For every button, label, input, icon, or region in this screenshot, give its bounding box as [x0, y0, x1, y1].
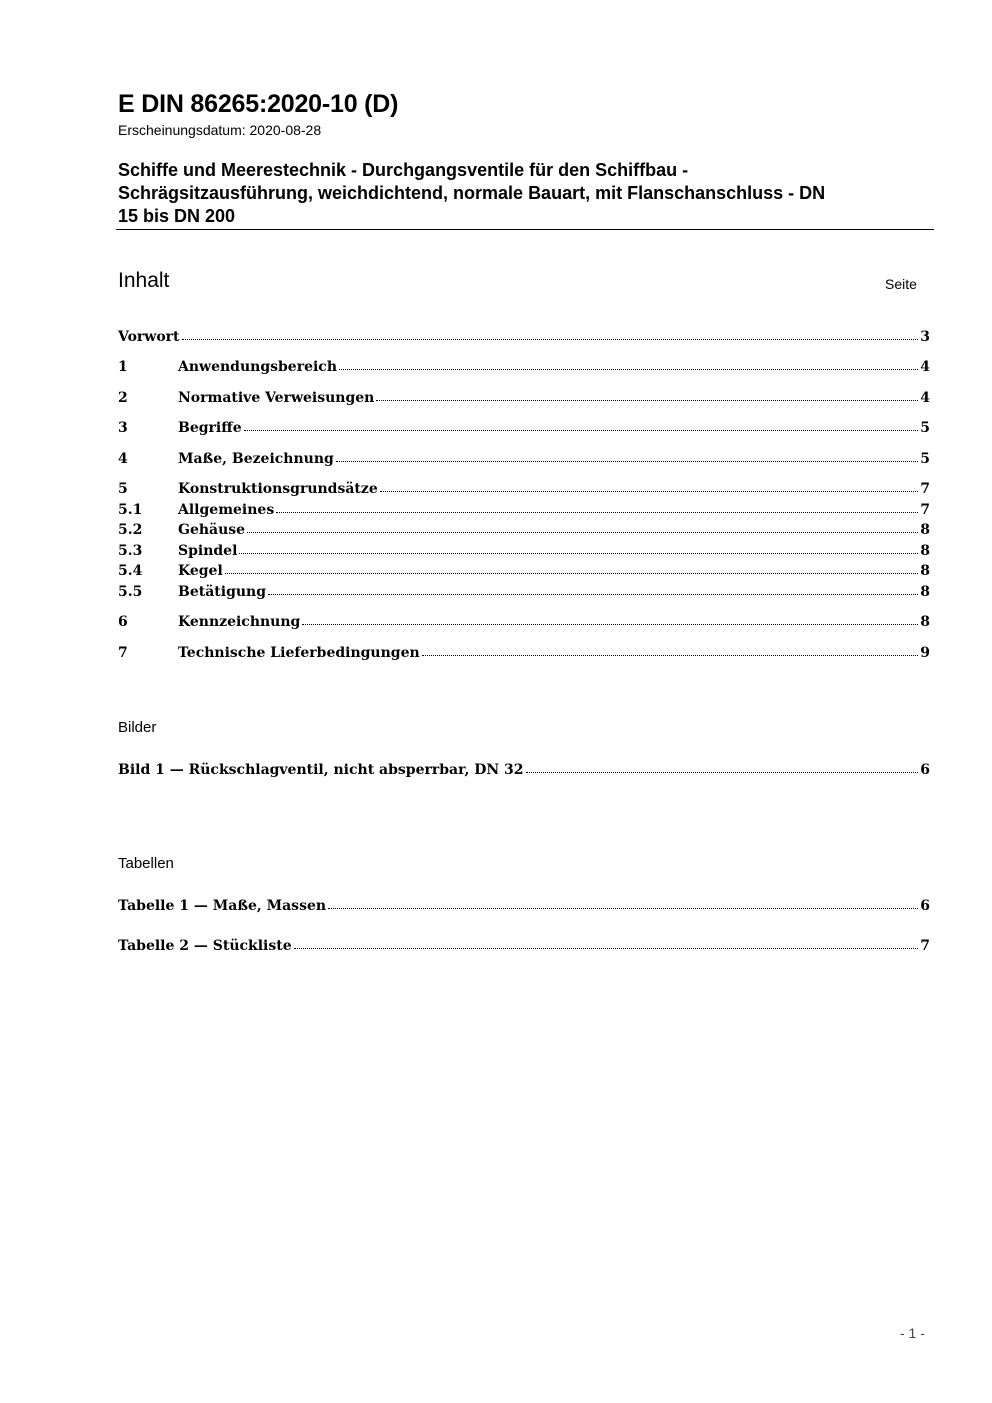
toc-entry-2[interactable] — [118, 386, 930, 406]
toc-entry-number: 7 — [118, 645, 128, 661]
figure-entry-label: Bild 1 — Rückschlagventil, nicht absperrbar, DN 32 — [118, 762, 524, 778]
toc-entry-7[interactable] — [118, 641, 930, 661]
toc-entry-label: Kegel — [178, 563, 223, 579]
toc-entry-page: 8 — [920, 563, 930, 579]
toc-entry-page: 9 — [920, 645, 930, 661]
subtitle-line: Schiffe und Meerestechnik - Durchgangsventile für den Schiffbau - — [118, 160, 689, 180]
toc-entry-page: 8 — [920, 614, 930, 630]
toc-entry-number: 5.1 — [118, 502, 143, 518]
toc-entry-label: Technische Lieferbedingungen — [178, 645, 420, 661]
toc-page-column-label: Seite — [885, 276, 917, 292]
toc-entry-label: Begriffe — [178, 420, 242, 436]
toc-entry-5[interactable] — [118, 477, 930, 497]
dot-leader — [302, 624, 918, 625]
figure-entry-1[interactable] — [118, 758, 930, 778]
dot-leader — [239, 553, 918, 554]
toc-entry-5-2[interactable] — [118, 518, 930, 538]
toc-entry-page: 5 — [920, 451, 930, 467]
toc-entry-page: 7 — [920, 481, 930, 497]
dot-leader — [376, 400, 918, 401]
figure-entry-page: 6 — [920, 762, 930, 778]
toc-entry-label: Allgemeines — [178, 502, 275, 518]
publication-date: Erscheinungsdatum: 2020-08-28 — [118, 122, 322, 138]
toc-entry-number: 5.2 — [118, 522, 143, 538]
tables-heading: Tabellen — [118, 855, 174, 872]
toc-entry-label: Vorwort — [118, 329, 180, 345]
toc-entry-number: 5 — [118, 481, 128, 497]
dot-leader — [182, 339, 919, 340]
toc-entry-label: Gehäuse — [178, 522, 246, 538]
toc-entry-number: 6 — [118, 614, 128, 630]
dot-leader — [294, 948, 919, 949]
toc-entry-number: 3 — [118, 420, 128, 436]
toc-entry-page: 4 — [920, 390, 930, 406]
figures-heading: Bilder — [118, 719, 157, 736]
table-entry-label: Tabelle 2 — Stückliste — [118, 938, 292, 954]
toc-entry-label: Anwendungsbereich — [178, 359, 337, 375]
title-divider — [116, 229, 934, 230]
toc-entry-label: Konstruktionsgrundsätze — [178, 481, 378, 497]
toc-entry-page: 7 — [920, 502, 930, 518]
document-title: E DIN 86265:2020-10 (D) — [118, 90, 399, 118]
table-entry-1[interactable] — [118, 894, 930, 914]
toc-entry-1[interactable] — [118, 355, 930, 375]
table-entry-label: Tabelle 1 — Maße, Massen — [118, 898, 327, 914]
toc-entry-page: 8 — [920, 584, 930, 600]
toc-entry-3[interactable] — [118, 416, 930, 436]
toc-entry-page: 8 — [920, 522, 930, 538]
toc-entry-number: 5.5 — [118, 584, 143, 600]
toc-entry-page: 5 — [920, 420, 930, 436]
toc-entry-label: Betätigung — [178, 584, 266, 600]
document-subtitle — [118, 159, 918, 228]
toc-entry-label: Maße, Bezeichnung — [178, 451, 334, 467]
toc-entry-label: Normative Verweisungen — [178, 390, 375, 406]
toc-entry-5-5[interactable] — [118, 580, 930, 600]
dot-leader — [526, 772, 919, 773]
toc-entry-number: 2 — [118, 390, 128, 406]
dot-leader — [422, 655, 919, 656]
toc-entry-number: 5.4 — [118, 563, 143, 579]
toc-entry-vorwort[interactable] — [118, 325, 930, 345]
dot-leader — [268, 594, 918, 595]
toc-entry-page: 3 — [920, 329, 930, 345]
dot-leader — [276, 512, 918, 513]
toc-entry-number: 5.3 — [118, 543, 143, 559]
toc-entry-page: 4 — [920, 359, 930, 375]
dot-leader — [336, 461, 918, 462]
toc-entry-number: 1 — [118, 359, 128, 375]
toc-heading: Inhalt — [118, 269, 170, 292]
dot-leader — [380, 491, 918, 492]
table-entry-2[interactable] — [118, 934, 930, 954]
dot-leader — [244, 430, 919, 431]
subtitle-line: 15 bis DN 200 — [118, 206, 236, 226]
toc-entry-4[interactable] — [118, 447, 930, 467]
toc-entry-label: Kennzeichnung — [178, 614, 301, 630]
toc-entry-page: 8 — [920, 543, 930, 559]
toc-entry-5-4[interactable] — [118, 559, 930, 579]
toc-entry-5-1[interactable] — [118, 498, 930, 518]
table-entry-page: 6 — [920, 898, 930, 914]
toc-entry-5-3[interactable] — [118, 539, 930, 559]
toc-entry-6[interactable] — [118, 610, 930, 630]
dot-leader — [225, 573, 918, 574]
dot-leader — [247, 532, 918, 533]
toc-entry-label: Spindel — [178, 543, 238, 559]
dot-leader — [328, 908, 918, 909]
subtitle-line: Schrägsitzausführung, weichdichtend, normale Bauart, mit Flanschanschluss - DN — [118, 183, 826, 203]
page-number: - 1 - — [900, 1325, 925, 1341]
table-entry-page: 7 — [920, 938, 930, 954]
dot-leader — [339, 369, 918, 370]
toc-entry-number: 4 — [118, 451, 128, 467]
